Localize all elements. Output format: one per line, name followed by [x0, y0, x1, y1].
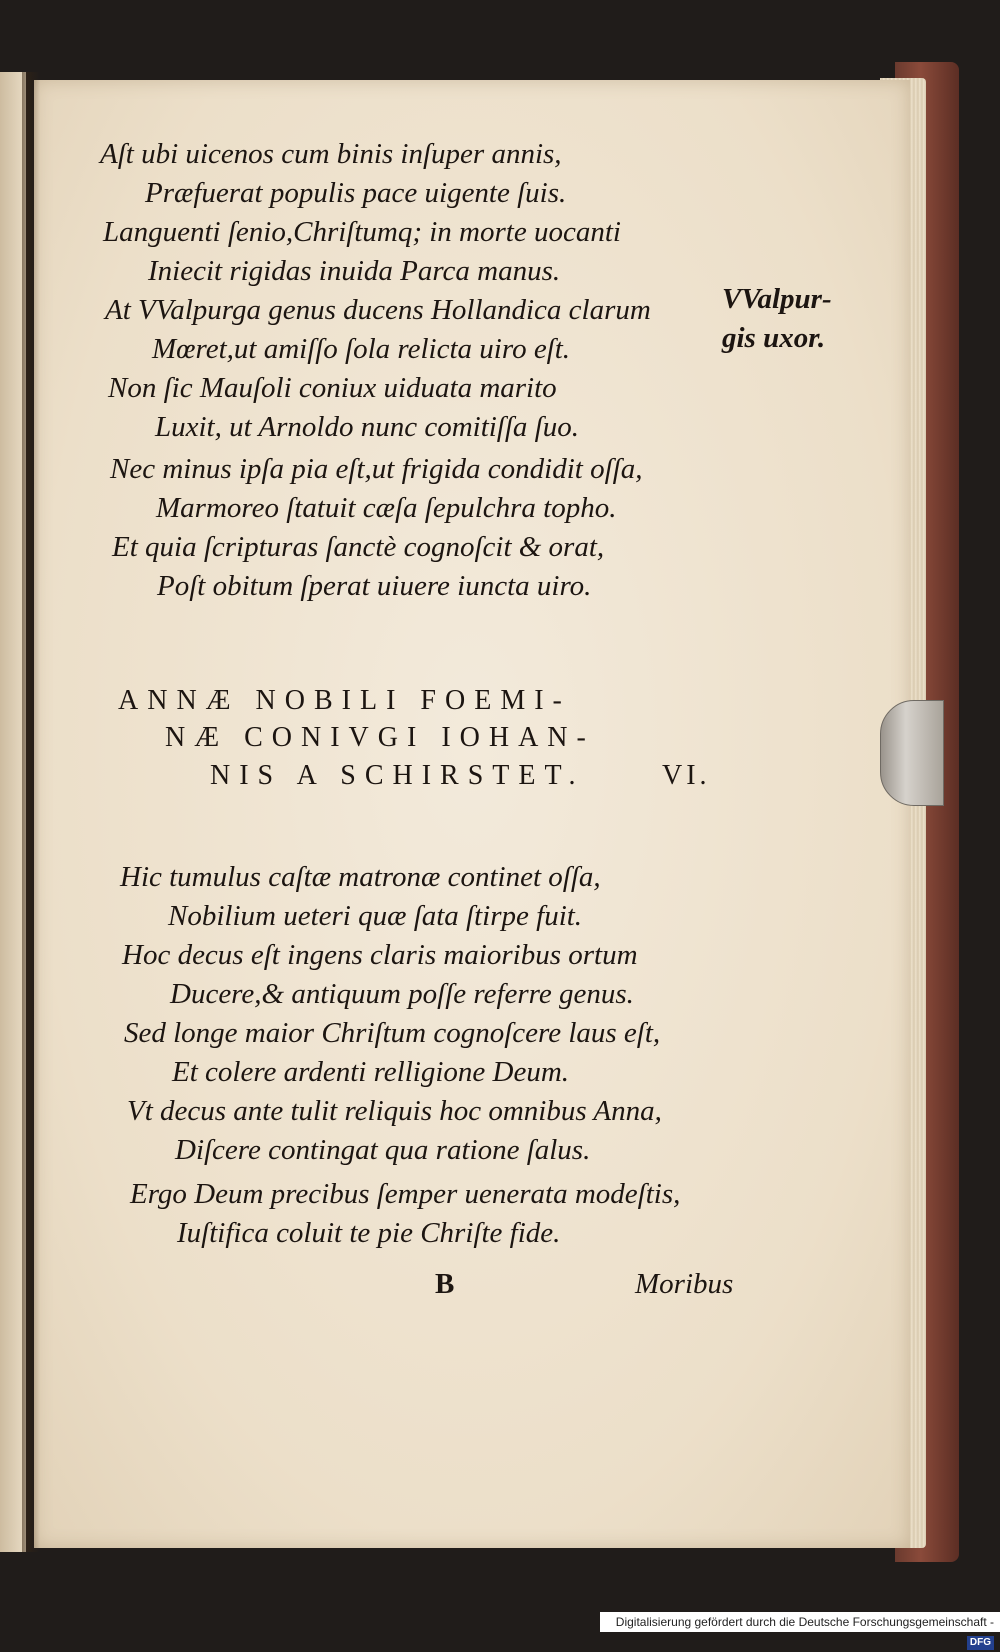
poem2-line: Ducere,& antiquum poſſe referre genus. [170, 978, 634, 1010]
poem1-line: At VValpurga genus ducens Hollandica clarum [105, 294, 651, 326]
poem1-line: Præfuerat populis pace uigente ſuis. [145, 177, 567, 209]
page-holder-clip [880, 700, 944, 806]
poem2-line: Vt decus ante tulit reliquis hoc omnibus Anna, [127, 1095, 662, 1127]
poem1-line: Languenti ſenio,Chriſtumq; in morte uocanti [103, 216, 621, 248]
poem1-line: Mœret,ut amiſſo ſola relicta uiro eſt. [152, 333, 571, 365]
signature-mark: B [435, 1268, 455, 1300]
margin-note-line: VValpur- [722, 283, 832, 315]
poem2-line: Et colere ardenti relligione Deum. [172, 1056, 570, 1088]
poem2-line: Diſcere contingat qua ratione ſalus. [175, 1134, 591, 1166]
margin-note-line: gis uxor. [722, 322, 826, 354]
poem2-line: Hoc decus eſt ingens claris maioribus ortum [122, 939, 638, 971]
credit-text: Digitalisierung gefördert durch die Deutsche Forschungsgemeinschaft - [615, 1615, 994, 1629]
poem2-line: Hic tumulus caſtæ matronæ continet oſſa, [120, 861, 601, 893]
poem1-line: Iniecit rigidas inuida Parca manus. [148, 255, 561, 287]
catchword: Moribus [635, 1268, 734, 1300]
dfg-logo: DFG [967, 1636, 994, 1650]
heading-line: NÆ CONIVGI IOHAN- [165, 722, 595, 753]
digitization-credit [600, 1612, 1000, 1648]
poem1-line: Non ſic Mauſoli coniux uiduata marito [108, 372, 557, 404]
poem1-line: Et quia ſcripturas ſanctè cognoſcit & orat, [112, 531, 605, 563]
heading-line: ANNÆ NOBILI FOEMI- [118, 685, 571, 716]
poem2-line: Ergo Deum precibus ſemper uenerata modeſtis, [130, 1178, 681, 1210]
section-number: VI. [662, 760, 711, 791]
poem1-line: Marmoreo ſtatuit cæſa ſepulchra topho. [156, 492, 617, 524]
poem1-line: Nec minus ipſa pia eſt,ut frigida condidit oſſa, [110, 453, 643, 485]
poem1-line: Poſt obitum ſperat uiuere iuncta uiro. [157, 570, 592, 602]
poem2-line: Iuſtifica coluit te pie Chriſte fide. [177, 1217, 561, 1249]
poem2-line: Sed longe maior Chriſtum cognoſcere laus eſt, [124, 1017, 661, 1049]
poem2-line: Nobilium ueteri quæ ſata ſtirpe fuit. [168, 900, 583, 932]
poem1-line: Aſt ubi uicenos cum binis inſuper annis, [100, 138, 562, 170]
spine-shadow [22, 72, 40, 1552]
poem1-line: Luxit, ut Arnoldo nunc comitiſſa ſuo. [155, 411, 579, 443]
heading-line: NIS A SCHIRSTET. [210, 760, 585, 791]
